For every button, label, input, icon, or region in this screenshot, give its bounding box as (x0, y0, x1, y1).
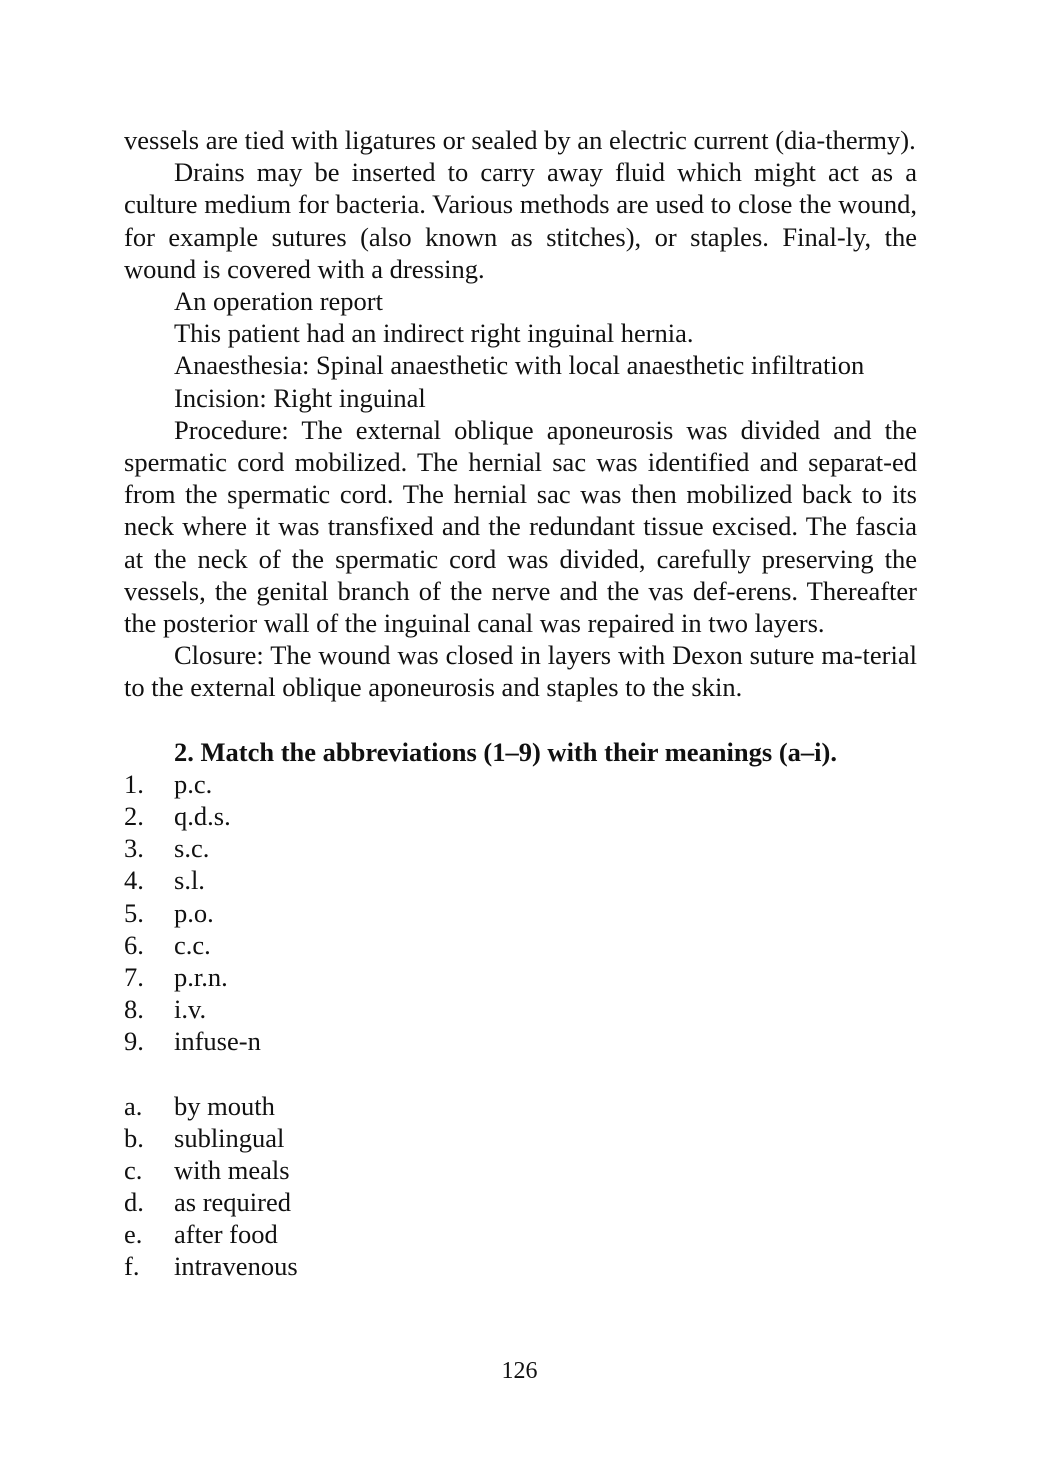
item-text: p.c. (174, 768, 213, 799)
list-item (124, 1154, 917, 1186)
page-number: 126 (501, 1358, 538, 1384)
abbreviation-list (124, 768, 917, 1058)
exercise-heading: 2. Match the abbreviations (1–9) with their meanings (a–i). (174, 736, 837, 767)
item-text: after food (174, 1219, 278, 1250)
report-title: An operation report (174, 286, 383, 317)
item-text: sublingual (174, 1122, 285, 1153)
item-text: s.l. (174, 865, 205, 896)
list-item (124, 929, 917, 961)
item-letter: c. (124, 1154, 143, 1185)
report-patient: This patient had an indirect right inguinal hernia. (174, 318, 694, 349)
meaning-list (124, 1090, 917, 1283)
item-letter: b. (124, 1122, 144, 1153)
report-incision: Incision: Right inguinal (174, 382, 426, 413)
item-text: c.c. (174, 929, 211, 960)
list-item (124, 1090, 917, 1122)
paragraph-drains: Drains may be inserted to carry away fluid which might act as a culture medium for bacteria. Various methods are used to close the wound, for example sutures (also known as stitches), or staples. Final-ly, the wound is covered with a dressing. (124, 157, 917, 284)
list-item (124, 897, 917, 929)
report-anaesthesia: Anaesthesia: Spinal anaesthetic with local anaesthetic infiltration (174, 350, 865, 381)
item-number: 9. (124, 1026, 144, 1057)
item-number: 4. (124, 865, 144, 896)
item-number: 8. (124, 994, 144, 1025)
list-item (124, 1122, 917, 1154)
list-item (124, 1250, 917, 1282)
item-letter: f. (124, 1251, 140, 1282)
list-item (124, 832, 917, 864)
page-content (124, 124, 917, 1283)
list-item (124, 961, 917, 993)
item-number: 1. (124, 768, 144, 799)
item-number: 6. (124, 929, 144, 960)
item-text: intravenous (174, 1251, 298, 1282)
report-procedure: Procedure: The external oblique aponeurosis was divided and the spermatic cord mobilized. The hernial sac was identified and separat-ed from the spermatic cord. The hernial sac was then mobilized back to its neck where it was transfixed and the redundant tissue excised. The fascia at the neck of the spermatic cord was divided, carefully preserving the vessels, the genital branch of the nerve and the vas def-erens. Thereafter the posterior wall of the inguinal canal was repaired in two layers. (124, 414, 917, 639)
paragraph-vessels: vessels are tied with ligatures or sealed by an electric current (dia-thermy). (124, 125, 916, 155)
list-item (124, 1186, 917, 1218)
item-text: q.d.s. (174, 801, 231, 832)
report-closure: Closure: The wound was closed in layers with Dexon suture ma-terial to the external oblique aponeurosis and staples to the skin. (124, 640, 917, 703)
item-letter: d. (124, 1187, 144, 1218)
item-number: 7. (124, 961, 144, 992)
item-number: 2. (124, 801, 144, 832)
item-text: by mouth (174, 1090, 275, 1121)
item-text: as required (174, 1187, 291, 1218)
item-text: p.o. (174, 897, 214, 928)
item-letter: a. (124, 1090, 143, 1121)
list-item (124, 1218, 917, 1250)
list-item (124, 800, 917, 832)
item-letter: e. (124, 1219, 143, 1250)
item-text: p.r.n. (174, 961, 228, 992)
item-text: s.c. (174, 833, 210, 864)
item-text: with meals (174, 1154, 290, 1185)
item-text: i.v. (174, 994, 207, 1025)
list-item (124, 864, 917, 896)
item-text: infuse-n (174, 1026, 261, 1057)
item-number: 5. (124, 897, 144, 928)
list-item (124, 768, 917, 800)
item-number: 3. (124, 833, 144, 864)
list-item (124, 993, 917, 1025)
list-item (124, 1025, 917, 1057)
